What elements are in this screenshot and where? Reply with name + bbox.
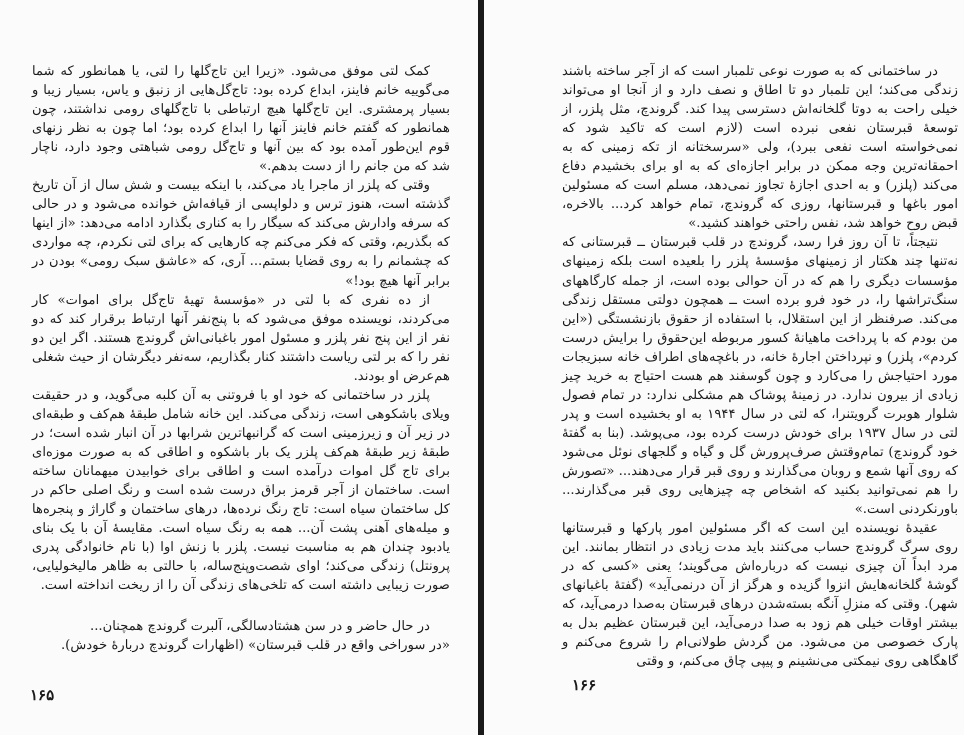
quote-line: «در سوراخی واقع در قلب قبرستان» (اظهارات گروندچ دربارهٔ خودش). xyxy=(60,638,450,654)
paragraph: عقیدهٔ نویسنده این است که اگر مسئولین امور پارکها و قبرستانها روی سرگ گروندچ حساب می‌کنند باید مدت زیادی در انتظار بمانند. این مرد ابداً آن چیزی نیست که درباره‌اش می‌گویند؛ یعنی «کسی که در گوشهٔ گلخانه‌هایش انزوا گزیده و هرگز از آن درنمی‌آید» (گفتهٔ باغبانهای شهر). وقتی که منزلِ آنگه بسته‌شدن درهای قبرستان به‌صدا درمی‌آید، که بیشتر اوقات خیلی هم زود به صدا درمی‌آید، این قبرستان عظیم بدل به پارک خصوصی من می‌شود. من گردش طولانی‌ام را شروع می‌کنم و گاهگاهی روی نیمکتی می‌نشینم و پیپی چاق می‌کنم، و وقتی xyxy=(562,521,958,670)
page-number: ۱۶۵ xyxy=(30,686,55,704)
paragraph: نتیجتاً، تا آن روز فرا رسد، گروندچ در قلب قبرستان ــ قبرستانی که نه‌تنها چند هکتار از زمینهای مؤسسهٔ پلزر را بلعیده است بلکه زمینهای مؤسسات دیگری را هم که در آن حوالی بوده است، از جمله کارگاههای سنگ‌تراشها را، در خود فرو برده است ــ همچون دولتی مستقل زندگی می‌کند. صرفنظر از این استقلال، با استفاده از حقوق بازنشستگی («این من بودم که با پرداخت ماهیانهٔ کسور مربوطه این‌حقوق را برایش درست کردم»، پلزر) و نپرداختن اجارهٔ خانه، در باغچه‌های اطراف خانه سبزیجات مورد احتیاجش را می‌کارد و چون گوسفند هم هست احتیاج به خرید چیز زیادی از بیرون ندارد. در زمینهٔ پوشاک هم مشکلی ندارد: در تمام فصول شلوار هوبرت گرویتنرا، که لتی در سال ۱۹۴۴ به او بخشیده است و پدر لتی در سال ۱۹۳۷ برای خودش درست کرده بود، می‌پوشد. (بنا به گفتهٔ خود گروندچ) تمام‌وقتش صرف‌پرورش گل و گیاه و گلجهای نوئل می‌شود که روی آنها شمع و روبان می‌گذارند و روی قبر قرار می‌دهند... «تصورش را هم نمی‌توانید بکنید که اشخاص چه چیزهایی روی قبر می‌گذارند... باورنکردنی است.» xyxy=(562,235,958,518)
left-page-body xyxy=(32,62,450,655)
paragraph: کمک لتی موفق می‌شود. «زیرا این تاج‌گلها را لتی، یا همانطور که شما می‌گوییه خانم فاینز، ابداع کرده بود: تاج‌گل‌هایی از زنبق و یاس، بسیار زیبا و بسیار پرمشتری. این تاج‌گلها هیچ ارتباطی با تاج‌گلهای رومی نداشتند، چون همانطور که گفتم خانم فاینز آنها را ابداع کرده بود؛ اما چون به نظر زنهای قوم این‌طور آمده بود که بین آنها و تاج‌گل رومی شباهتی وجود دارد، ناچار شد که من جانم را از دست بدهم.» xyxy=(32,64,450,175)
paragraph: در ساختمانی که به صورت نوعی تلمبار است که از آجر ساخته باشند زندگی می‌کند؛ این تلمبار دو تا اطاق و نصف دارد و از آنجا او می‌تواند خیلی راحت به دوتا گلخانه‌اش دسترسی پیدا کند. گروندچ، مثل پلزر، از توسعهٔ قبرستان نفعی نبرده است (لازم است که تاکید شود که نمی‌خواسته است نفعی ببرد)، ولی «سرسختانه از تکه زمینی که به احمقانه‌ترین وجه ممکن در برابر اجازه‌ای که به او برای بخشیدم دفاع می‌کند (پلزر) و به احدی اجازهٔ تجاوز نمی‌دهد، مسلم است که مسئولین امور باغها و قبرستانها، روزی که گروندچ، تمام خواهد کرد... بالاخره، قبض روح خواهد شد، نفس راحتی خواهند کشید.» xyxy=(562,64,958,232)
right-page-body xyxy=(562,62,958,672)
quote-line: در حال حاضر و در سن هشتادسالگی، آلبرت گروندچ همچنان... xyxy=(90,619,430,635)
paragraph: وقتی که پلزر از ماجرا یاد می‌کند، با اینکه بیست و شش سال از آن تاریخ گذشته است، هنوز ترس و دلواپسی از قیافه‌اش خوانده می‌شود و در حالی که سرفه وادارش می‌کند که سیگار را به کناری بگذارد ادامه می‌دهد: «از اینها که بگذریم، وقتی که فکر می‌کنم چه کارهایی که برای لتی نکردم، چه موارد‌ی که چشمانم را به روی قضایا بستم... آری، که «عاشق سبک رومی» بودن در برابر آنها هیچ بود!» xyxy=(32,178,450,289)
paragraph: پلزر در ساختمانی که خود او با فروتنی به آن کلبه می‌گوید، و در حقیقت ویلای باشکوهی است، زندگی می‌کند. این خانه شامل طبقهٔ هم‌کف و طبقه‌ای در زیر آن و زیرزمینی است که گرانبهاترین شرابها در آن انبار شده است؛ در طبقهٔ زیر طبقهٔ هم‌کف پلزر یک بار باشکوه و اطاقی که به صورت موزه‌ای برای تاج گل اموات درآمده است و اطاقی برای خوابیدن میهمانان ساخته است. ساختمان از آجر قرمز براق درست شده است و رنگ اصلی حاکم در کل ساختمان سیاه است: تاج رنگ نرده‌ها، درهای ساختمان و گاراژ و پنجره‌ها و میله‌های آهنی پشت آن... همه به رنگ سیاه است. مقایسهٔ آن با یک بنای یادبود چندان هم به مناسبت نیست. پلزر با زنش اوا (با نام خانوادگی پدری پرونتل) زندگی می‌کند؛ اوای شصت‌وپنج‌ساله، با حالتی به ظاهر مالیخولیایی، صورت زیبایی داشته است که تلخی‌های زندگی آن را از ریخت انداخته است. xyxy=(32,387,450,594)
page-number: ۱۶۶ xyxy=(572,676,597,694)
right-page xyxy=(484,0,964,735)
left-page xyxy=(0,0,480,735)
paragraph: از ده نفری که با لتی در «مؤسسهٔ تهیهٔ تاج‌گل برای اموات» کار می‌کردند، نویسنده موفق می‌شود که با پنج‌نفر آنها ارتباط برقرار کند که دو نفر از این پنج نفر پلزر و مسئول امور باغبانی‌اش گروندچ هستند. اگر این دو نفر را که بر لتی ریاست داشتند کنار بگذاریم، سه‌نفر دیگرشان از حیث شغلی هم‌عرض او بودند. xyxy=(32,292,450,384)
closing-quote xyxy=(32,617,450,655)
